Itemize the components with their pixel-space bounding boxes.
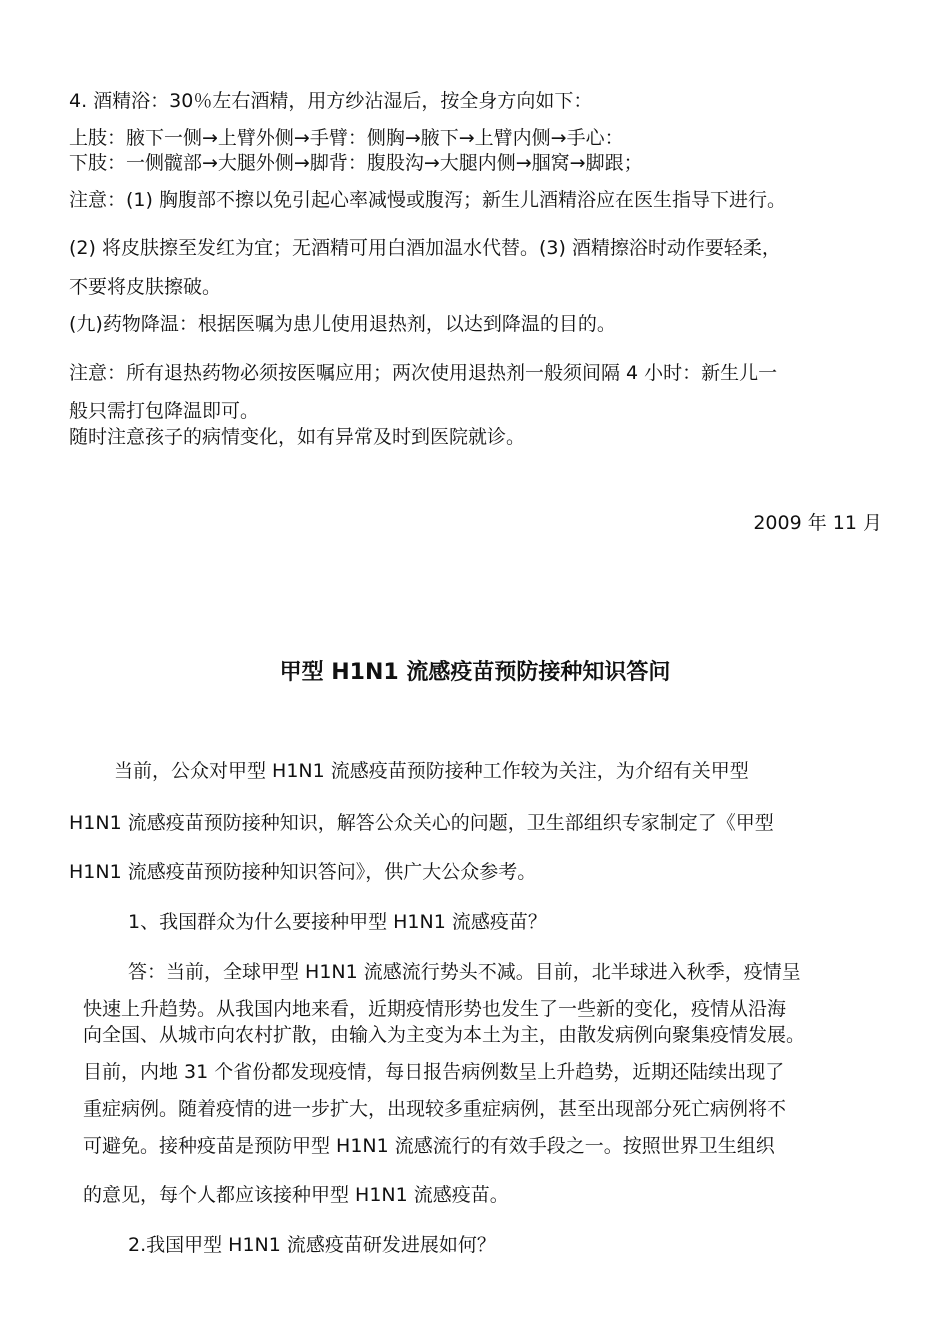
paragraph-line: 注意：所有退热药物必须按医嘱应用；两次使用退热剂一般须间隔 4 小时：新生儿一 (69, 362, 778, 384)
answer-line: 的意见，每个人都应该接种甲型 H1N1 流感疫苗。 (83, 1184, 509, 1206)
question-2: 2.我国甲型 H1N1 流感疫苗研发进展如何？ (128, 1234, 496, 1256)
paragraph-line: (九)药物降温：根据医嘱为患儿使用退热剂，以达到降温的目的。 (69, 313, 616, 335)
answer-line: 向全国、从城市向农村扩散，由输入为主变为本土为主，由散发病例向聚集疫情发展。 (83, 1024, 806, 1046)
paragraph-line: 般只需打包降温即可。 (69, 400, 260, 422)
paragraph-line: 下肢：一侧髋部→大腿外侧→脚背：腹股沟→大腿内侧→腘窝→脚跟； (69, 152, 643, 174)
paragraph-line: 注意：(1) 胸腹部不擦以免引起心率减慢或腹泻；新生儿酒精浴应在医生指导下进行。 (69, 189, 786, 211)
paragraph-line: (2) 将皮肤擦至发红为宜；无酒精可用白酒加温水代替。(3) 酒精擦浴时动作要轻柔， (69, 237, 781, 259)
paragraph-line: 上肢：腋下一侧→上臂外侧→手臂：侧胸→腋下→上臂内侧→手心： (69, 127, 624, 149)
paragraph-line: 不要将皮肤擦破。 (69, 276, 222, 298)
intro-line: H1N1 流感疫苗预防接种知识，解答公众关心的问题，卫生部组织专家制定了《甲型 (69, 812, 774, 834)
intro-line: H1N1 流感疫苗预防接种知识答问》，供广大公众参考。 (69, 861, 537, 883)
answer-line: 重症病例。随着疫情的进一步扩大，出现较多重症病例，甚至出现部分死亡病例将不 (83, 1098, 787, 1120)
intro-line: 当前，公众对甲型 H1N1 流感疫苗预防接种工作较为关注，为介绍有关甲型 (114, 760, 749, 782)
answer-line: 目前，内地 31 个省份都发现疫情，每日报告病例数呈上升趋势，近期还陆续出现了 (83, 1061, 785, 1083)
paragraph-line: 随时注意孩子的病情变化，如有异常及时到医院就诊。 (69, 426, 526, 448)
document-title: 甲型 H1N1 流感疫苗预防接种知识答问 (279, 660, 671, 685)
answer-line: 答：当前，全球甲型 H1N1 流感流行势头不减。目前，北半球进入秋季，疫情呈 (128, 961, 801, 983)
answer-line: 快速上升趋势。从我国内地来看，近期疫情形势也发生了一些新的变化，疫情从沿海 (83, 998, 787, 1020)
question-1: 1、我国群众为什么要接种甲型 H1N1 流感疫苗？ (128, 911, 547, 933)
document-date: 2009 年 11 月 (753, 512, 882, 534)
paragraph-line: 4. 酒精浴：30％左右酒精，用方纱沾湿后，按全身方向如下： (69, 90, 593, 112)
answer-line: 可避免。接种疫苗是预防甲型 H1N1 流感流行的有效手段之一。按照世界卫生组织 (83, 1135, 775, 1157)
